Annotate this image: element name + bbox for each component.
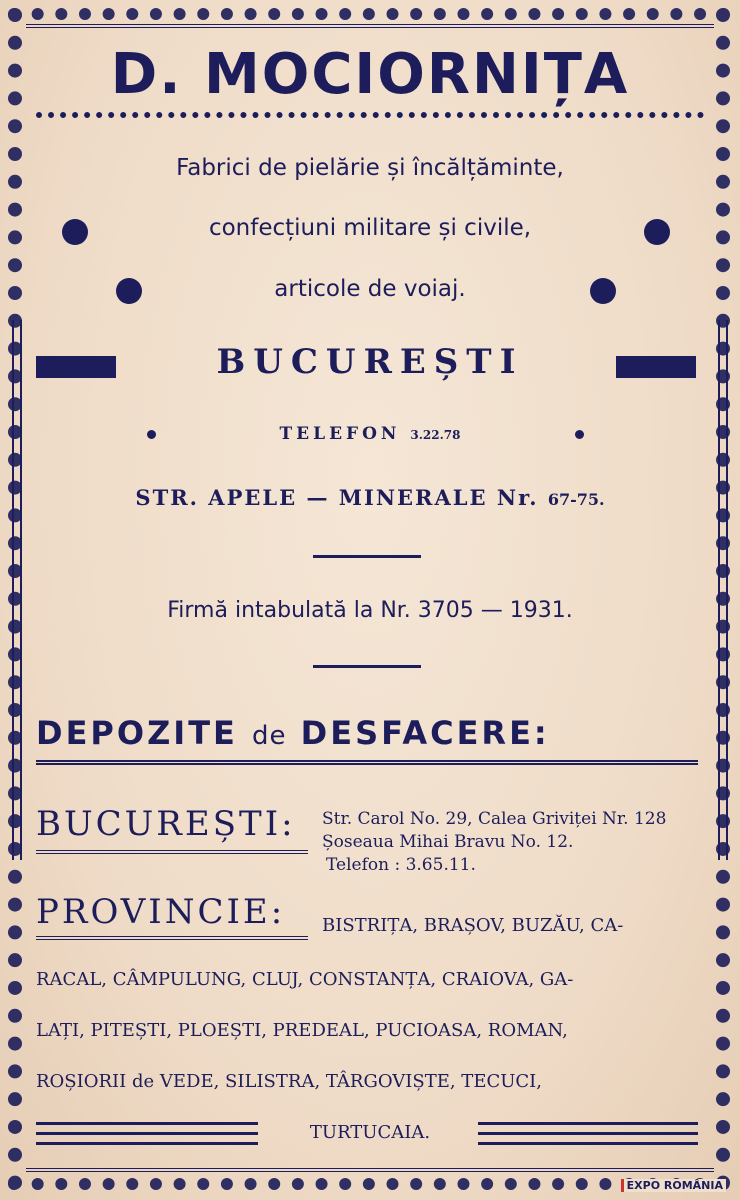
depots-heading-de: de [252, 721, 287, 751]
tagline-line-3: articole de voiaj. [274, 276, 466, 302]
phone-number: 3.22.78 [410, 428, 461, 442]
title-dotted-divider [36, 112, 704, 118]
bucuresti-label-rule [36, 850, 308, 854]
provincie-cities-first: BISTRIȚA, BRAȘOV, BUZĂU, CA- [322, 915, 624, 936]
short-divider [313, 555, 421, 558]
phone-line [0, 424, 740, 444]
provincie-label: PROVINCIE: [36, 892, 286, 932]
provincie-cities-last: TURTUCAIA. [309, 1122, 431, 1143]
short-divider [313, 665, 421, 668]
phone-label: TELEFON [279, 424, 401, 444]
depots-heading-rule [36, 760, 698, 765]
registration-line: Firmă intabulată la Nr. 3705 — 1931. [167, 598, 573, 623]
bottom-right-rule [478, 1122, 698, 1125]
left-side-rule [12, 320, 22, 860]
tagline-line-1: Fabrici de pielărie și încălțăminte, [176, 155, 564, 181]
provincie-cities-line-2: LAȚI, PITEȘTI, PLOEȘTI, PREDEAL, PUCIOASA, ROMAN, [36, 1020, 568, 1041]
provincie-cities-line-3: ROȘIORII de VEDE, SILISTRA, TÂRGOVIȘTE, TECUCI, [36, 1071, 543, 1092]
street-name: STR. APELE — MINERALE Nr. [135, 485, 539, 510]
city-heading: BUCUREȘTI [216, 342, 524, 382]
bucuresti-phone: Telefon : 3.65.11. [326, 855, 476, 875]
provincie-cities-line-1: RACAL, CÂMPULUNG, CLUJ, CONSTANȚA, CRAIOVA, GA- [36, 969, 574, 990]
bottom-right-rule [478, 1142, 698, 1145]
right-side-rule [718, 320, 728, 860]
street-number: 67-75. [547, 490, 605, 509]
street-address [0, 485, 740, 510]
company-title: D. MOCIORNIȚA [110, 42, 630, 107]
depots-heading [36, 714, 704, 752]
depots-heading-a: DEPOZITE [36, 714, 238, 752]
provincie-label-rule [36, 936, 308, 940]
bucuresti-address-2: Șoseaua Mihai Bravu No. 12. [322, 832, 574, 852]
tagline-line-2: confecțiuni militare și civile, [208, 215, 532, 241]
bucuresti-label: BUCUREȘTI: [36, 804, 296, 844]
depots-heading-b: DESFACERE: [300, 714, 550, 752]
bucuresti-address-1: Str. Carol No. 29, Calea Griviței Nr. 128 [322, 809, 667, 829]
bottom-right-rule [478, 1132, 698, 1135]
source-watermark: EXPO ROMÂNIA [621, 1179, 726, 1192]
